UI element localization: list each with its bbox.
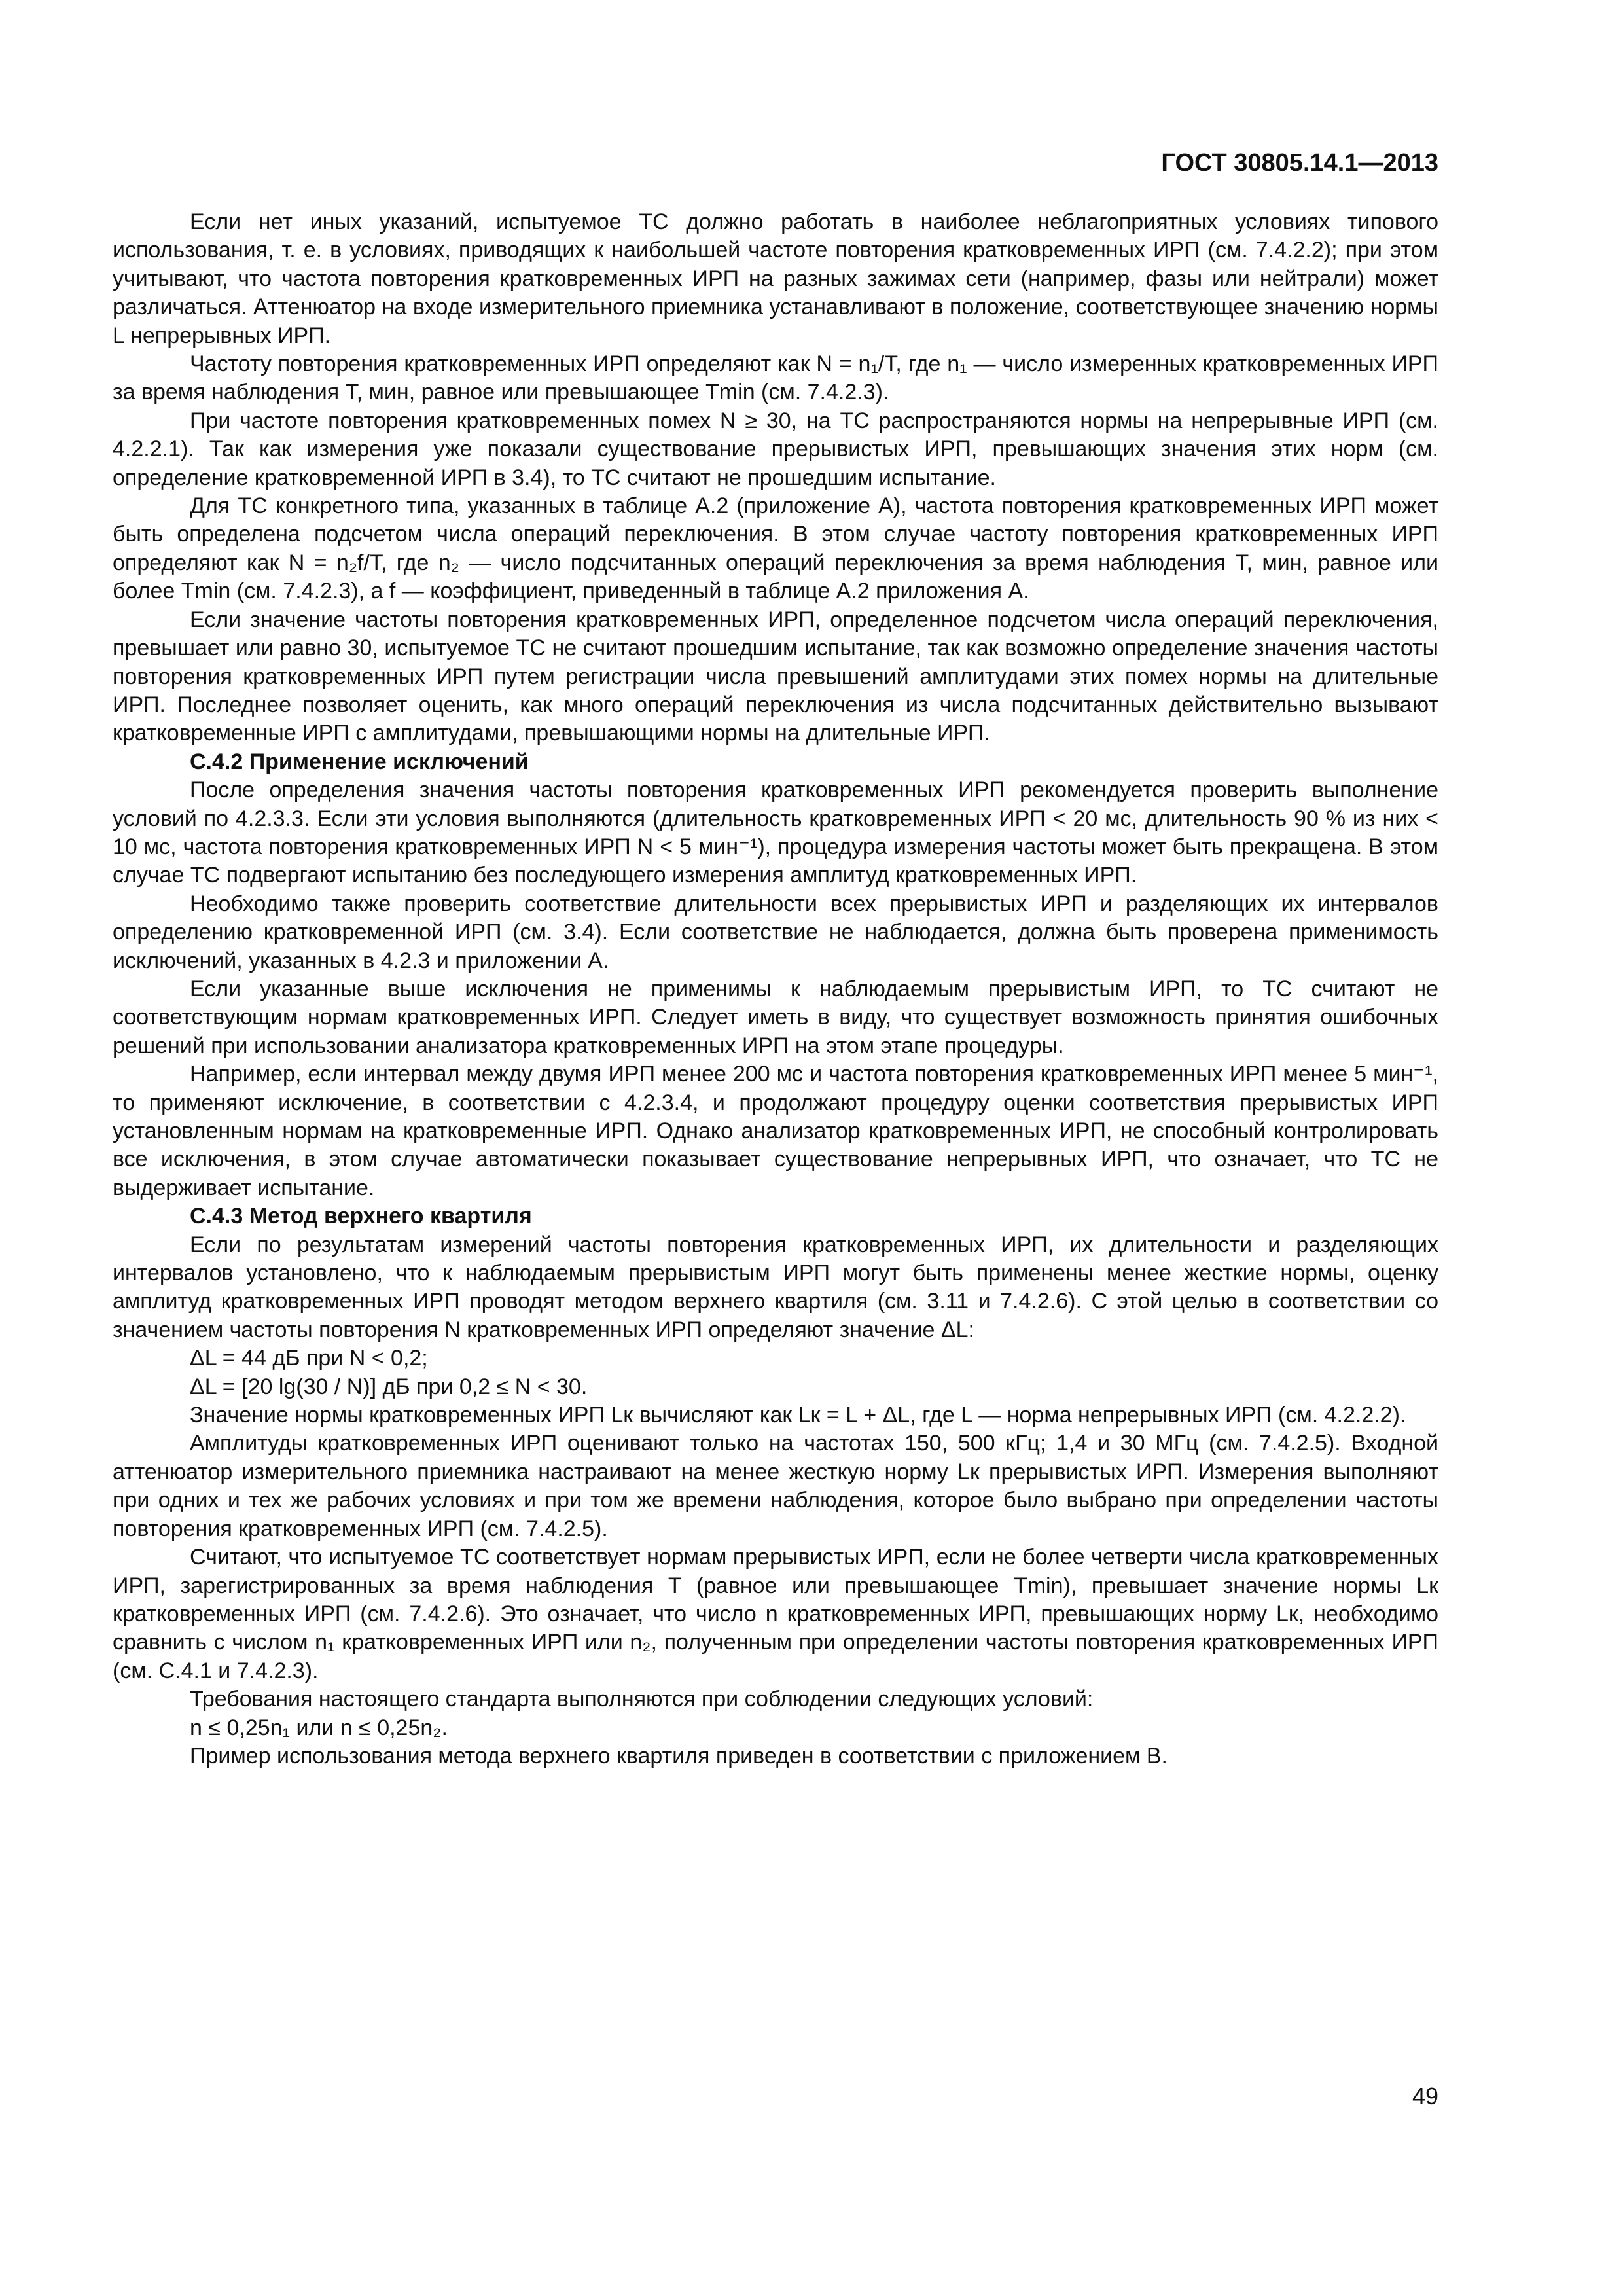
paragraph: При частоте повторения кратковременных помех N ≥ 30, на ТС распространяются нормы на непрерывные ИРП (см. 4.2.2.1). Так как измерения уже показали существование прерывистых ИРП, превышающих значения этих норм (см. определение кратковременной ИРП в 3.4), то ТС считают не прошедшим испытание.	[113, 408, 1438, 490]
document-page	[113, 0, 1438, 2296]
paragraph: Частоту повторения кратковременных ИРП определяют как N = n₁/T, где n₁ — число измеренных кратковременных ИРП за время наблюдения T, мин, равное или превышающее Tmin (см. 7.4.2.3).	[113, 351, 1438, 405]
paragraph: Значение нормы кратковременных ИРП Lк вычисляют как Lк = L + ΔL, где L — норма непрерывных ИРП (см. 4.2.2.2).	[190, 1403, 1406, 1428]
section-heading: С.4.2 Применение исключений	[190, 749, 529, 774]
paragraph: Если по результатам измерений частоты повторения кратковременных ИРП, их длительности и разделяющих интервалов установлено, что к наблюдаемым прерывистым ИРП могут быть применены менее жесткие нормы, оценку амплитуд кратковременных ИРП проводят методом верхнего квартиля (см. 3.11 и 7.4.2.6). С этой целью в соответствии со значением частоты повторения N кратковременных ИРП определяют значение ΔL:	[113, 1232, 1438, 1342]
paragraph: Считают, что испытуемое ТС соответствует нормам прерывистых ИРП, если не более четверти числа кратковременных ИРП, зарегистрированных за время наблюдения T (равное или превышающее Tmin), превышает значение нормы Lк кратковременных ИРП (см. 7.4.2.6). Это означает, что число n кратковременных ИРП, превышающих норму Lк, необходимо сравнить с числом n₁ кратковременных ИРП или n₂, полученным при определении частоты повторения кратковременных ИРП (см. С.4.1 и 7.4.2.3).	[113, 1545, 1438, 1683]
formula: n ≤ 0,25n₁ или n ≤ 0,25n₂.	[190, 1715, 448, 1740]
page-number: 49	[1412, 2083, 1438, 2109]
paragraph: Например, если интервал между двумя ИРП менее 200 мс и частота повторения кратковременных ИРП менее 5 мин⁻¹, то применяют исключение, в соответствии с 4.2.3.4, и продолжают процедуру оценки соответствия прерывистых ИРП установленным нормам на кратковременные ИРП. Однако анализатор кратковременных ИРП, не способный контролировать все исключения, в этом случае автоматически показывает существование непрерывных ИРП, что означает, что ТС не выдерживает испытание.	[113, 1062, 1438, 1200]
paragraph: Для ТС конкретного типа, указанных в таблице А.2 (приложение А), частота повторения кратковременных ИРП может быть определена подсчетом числа операций переключения. В этом случае частоту повторения кратковременных ИРП определяют как N = n₂f/T, где n₂ — число подсчитанных операций переключения за время наблюдения T, мин, равное или более Tmin (см. 7.4.2.3), а f — коэффициент, приведенный в таблице А.2 приложения А.	[113, 493, 1438, 604]
paragraph: Требования настоящего стандарта выполняются при соблюдении следующих условий:	[190, 1687, 1094, 1712]
paragraph: Если нет иных указаний, испытуемое ТС должно работать в наиболее неблагоприятных условиях типового использования, т. е. в условиях, приводящих к наибольшей частоте повторения кратковременных ИРП (см. 7.4.2.2); при этом учитывают, что частота повторения кратковременных ИРП на разных зажимах сети (например, фазы или нейтрали) может различаться. Аттенюатор на входе измерительного приемника устанавливают в положение, соответствующее значению нормы L непрерывных ИРП.	[113, 209, 1438, 348]
standard-header: ГОСТ 30805.14.1—2013	[1161, 149, 1438, 177]
paragraph: Если указанные выше исключения не применимы к наблюдаемым прерывистым ИРП, то ТС считают не соответствующим нормам кратковременных ИРП. Следует иметь в виду, что существует возможность принятия ошибочных решений при использовании анализатора кратковременных ИРП на этом этапе процедуры.	[113, 976, 1438, 1058]
formula: ΔL = 44 дБ при N < 0,2;	[190, 1346, 428, 1371]
paragraph: Пример использования метода верхнего квартиля приведен в соответствии с приложением В.	[190, 1743, 1168, 1768]
paragraph: Если значение частоты повторения кратковременных ИРП, определенное подсчетом числа операций переключения, превышает или равно 30, испытуемое ТС не считают прошедшим испытание, так как возможно определение значения частоты повторения кратковременных ИРП путем регистрации числа превышений амплитудами этих помех нормы на длительные ИРП. Последнее позволяет оценить, как много операций переключения из числа подсчитанных действительно вызывают кратковременные ИРП с амплитудами, превышающими нормы на длительные ИРП.	[113, 607, 1438, 746]
paragraph: Амплитуды кратковременных ИРП оценивают только на частотах 150, 500 кГц; 1,4 и 30 МГц (см. 7.4.2.5). Входной аттенюатор измерительного приемника настраивают на менее жесткую норму Lк прерывистых ИРП. Измерения выполняют при одних и тех же рабочих условиях и при том же времени наблюдения, которое было выбрано при определении частоты повторения кратковременных ИРП (см. 7.4.2.5).	[113, 1431, 1438, 1541]
paragraph: После определения значения частоты повторения кратковременных ИРП рекомендуется проверить выполнение условий по 4.2.3.3. Если эти условия выполняются (длительность кратковременных ИРП < 20 мс, длительность 90 % из них < 10 мс, частота повторения кратковременных ИРП N < 5 мин⁻¹), процедура измерения частоты может быть прекращена. В этом случае ТС подвергают испытанию без последующего измерения амплитуд кратковременных ИРП.	[113, 778, 1438, 888]
section-heading: С.4.3 Метод верхнего квартиля	[190, 1204, 532, 1229]
paragraph: Необходимо также проверить соответствие длительности всех прерывистых ИРП и разделяющих их интервалов определению кратковременной ИРП (см. 3.4). Если соответствие не наблюдается, должна быть проверена применимость исключений, указанных в 4.2.3 и приложении А.	[113, 891, 1438, 973]
document-body	[113, 208, 1438, 1770]
formula: ΔL = [20 lg(30 / N)] дБ при 0,2 ≤ N < 30.	[190, 1374, 588, 1399]
